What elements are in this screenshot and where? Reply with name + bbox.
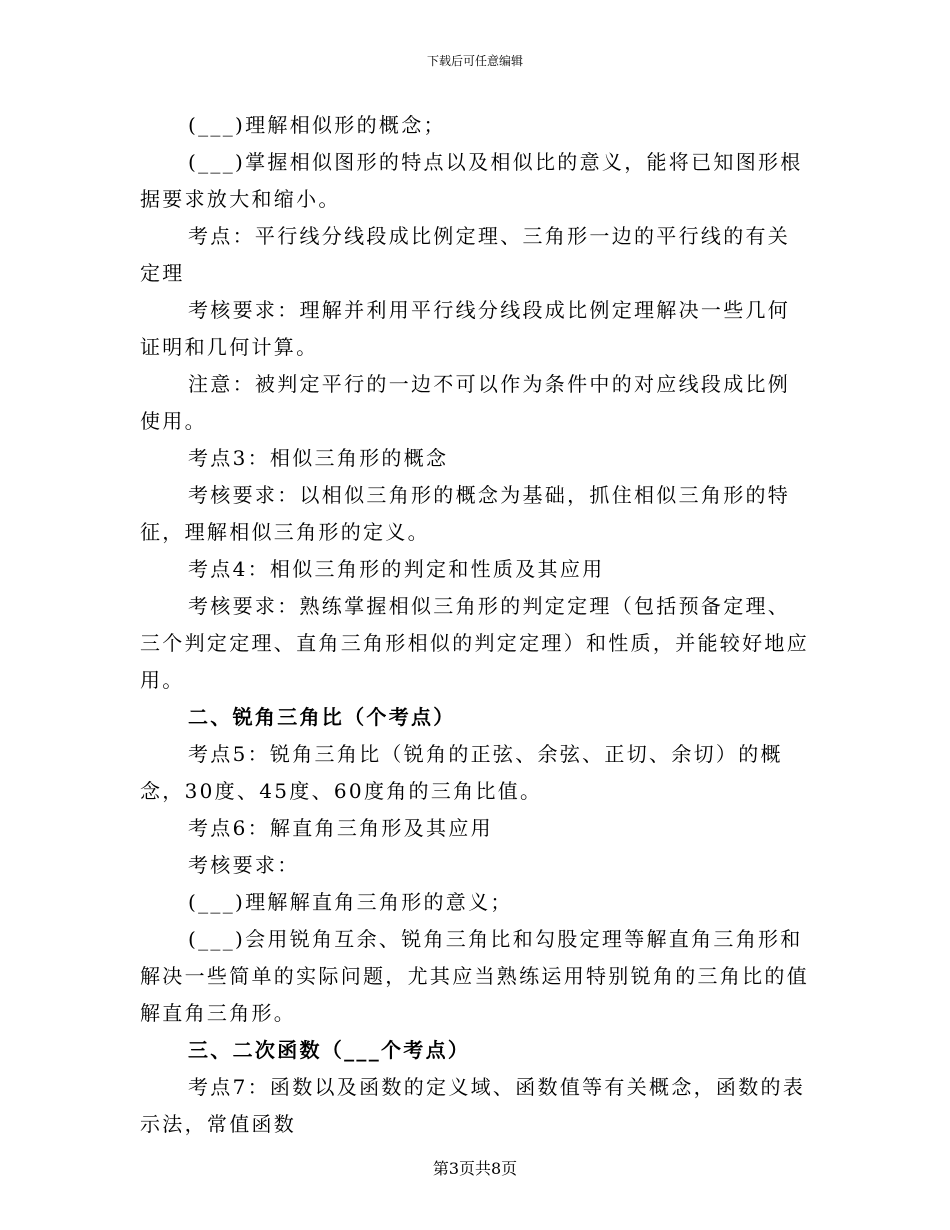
paragraph: 考点5：锐角三角比（锐角的正弦、余弦、正切、余切）的概念，30度、45度、60度角的三角比值。 [140,742,783,803]
paragraph: 考核要求：熟练掌握相似三角形的判定定理（包括预备定理、三个判定定理、直角三角形相似的判定定理）和性质，并能较好地应用。 [140,594,809,692]
paragraph: 注意：被判定平行的一边不可以作为条件中的对应线段成比例使用。 [140,372,791,433]
paragraph: (___)会用锐角互余、锐角三角比和勾股定理等解直角三角形和解决一些简单的实际问题，尤其应当熟练运用特别锐角的三角比的值解直角三角形。 [140,927,809,1025]
document-body [140,107,812,1143]
paragraph: (___)理解相似形的概念； [188,113,446,137]
paragraph: 考核要求：理解并利用平行线分线段成比例定理解决一些几何证明和几何计算。 [140,298,791,359]
page-header: 下载后可任意编辑 [426,54,523,68]
paragraph: (___)理解解直角三角形的意义； [188,890,513,914]
paragraph: (___)掌握相似图形的特点以及相似比的意义，能将已知图形根据要求放大和缩小。 [140,150,803,211]
paragraph: 考点4：相似三角形的判定和性质及其应用 [188,557,605,581]
paragraph: 考核要求：以相似三角形的概念为基础，抓住相似三角形的特征，理解相似三角形的定义。 [140,483,791,544]
paragraph: 考点3：相似三角形的概念 [188,446,449,470]
section-heading: 三、二次函数（___个考点） [188,1038,471,1062]
paragraph: 考点6：解直角三角形及其应用 [188,816,493,840]
paragraph: 考核要求： [188,853,300,877]
page-footer: 第3页共8页 [432,1159,518,1178]
paragraph: 考点7：函数以及函数的定义域、函数值等有关概念，函数的表示法，常值函数 [140,1075,806,1136]
section-heading: 二、锐角三角比（个考点） [188,705,456,729]
paragraph: 考点：平行线分线段成比例定理、三角形一边的平行线的有关定理 [140,224,791,285]
